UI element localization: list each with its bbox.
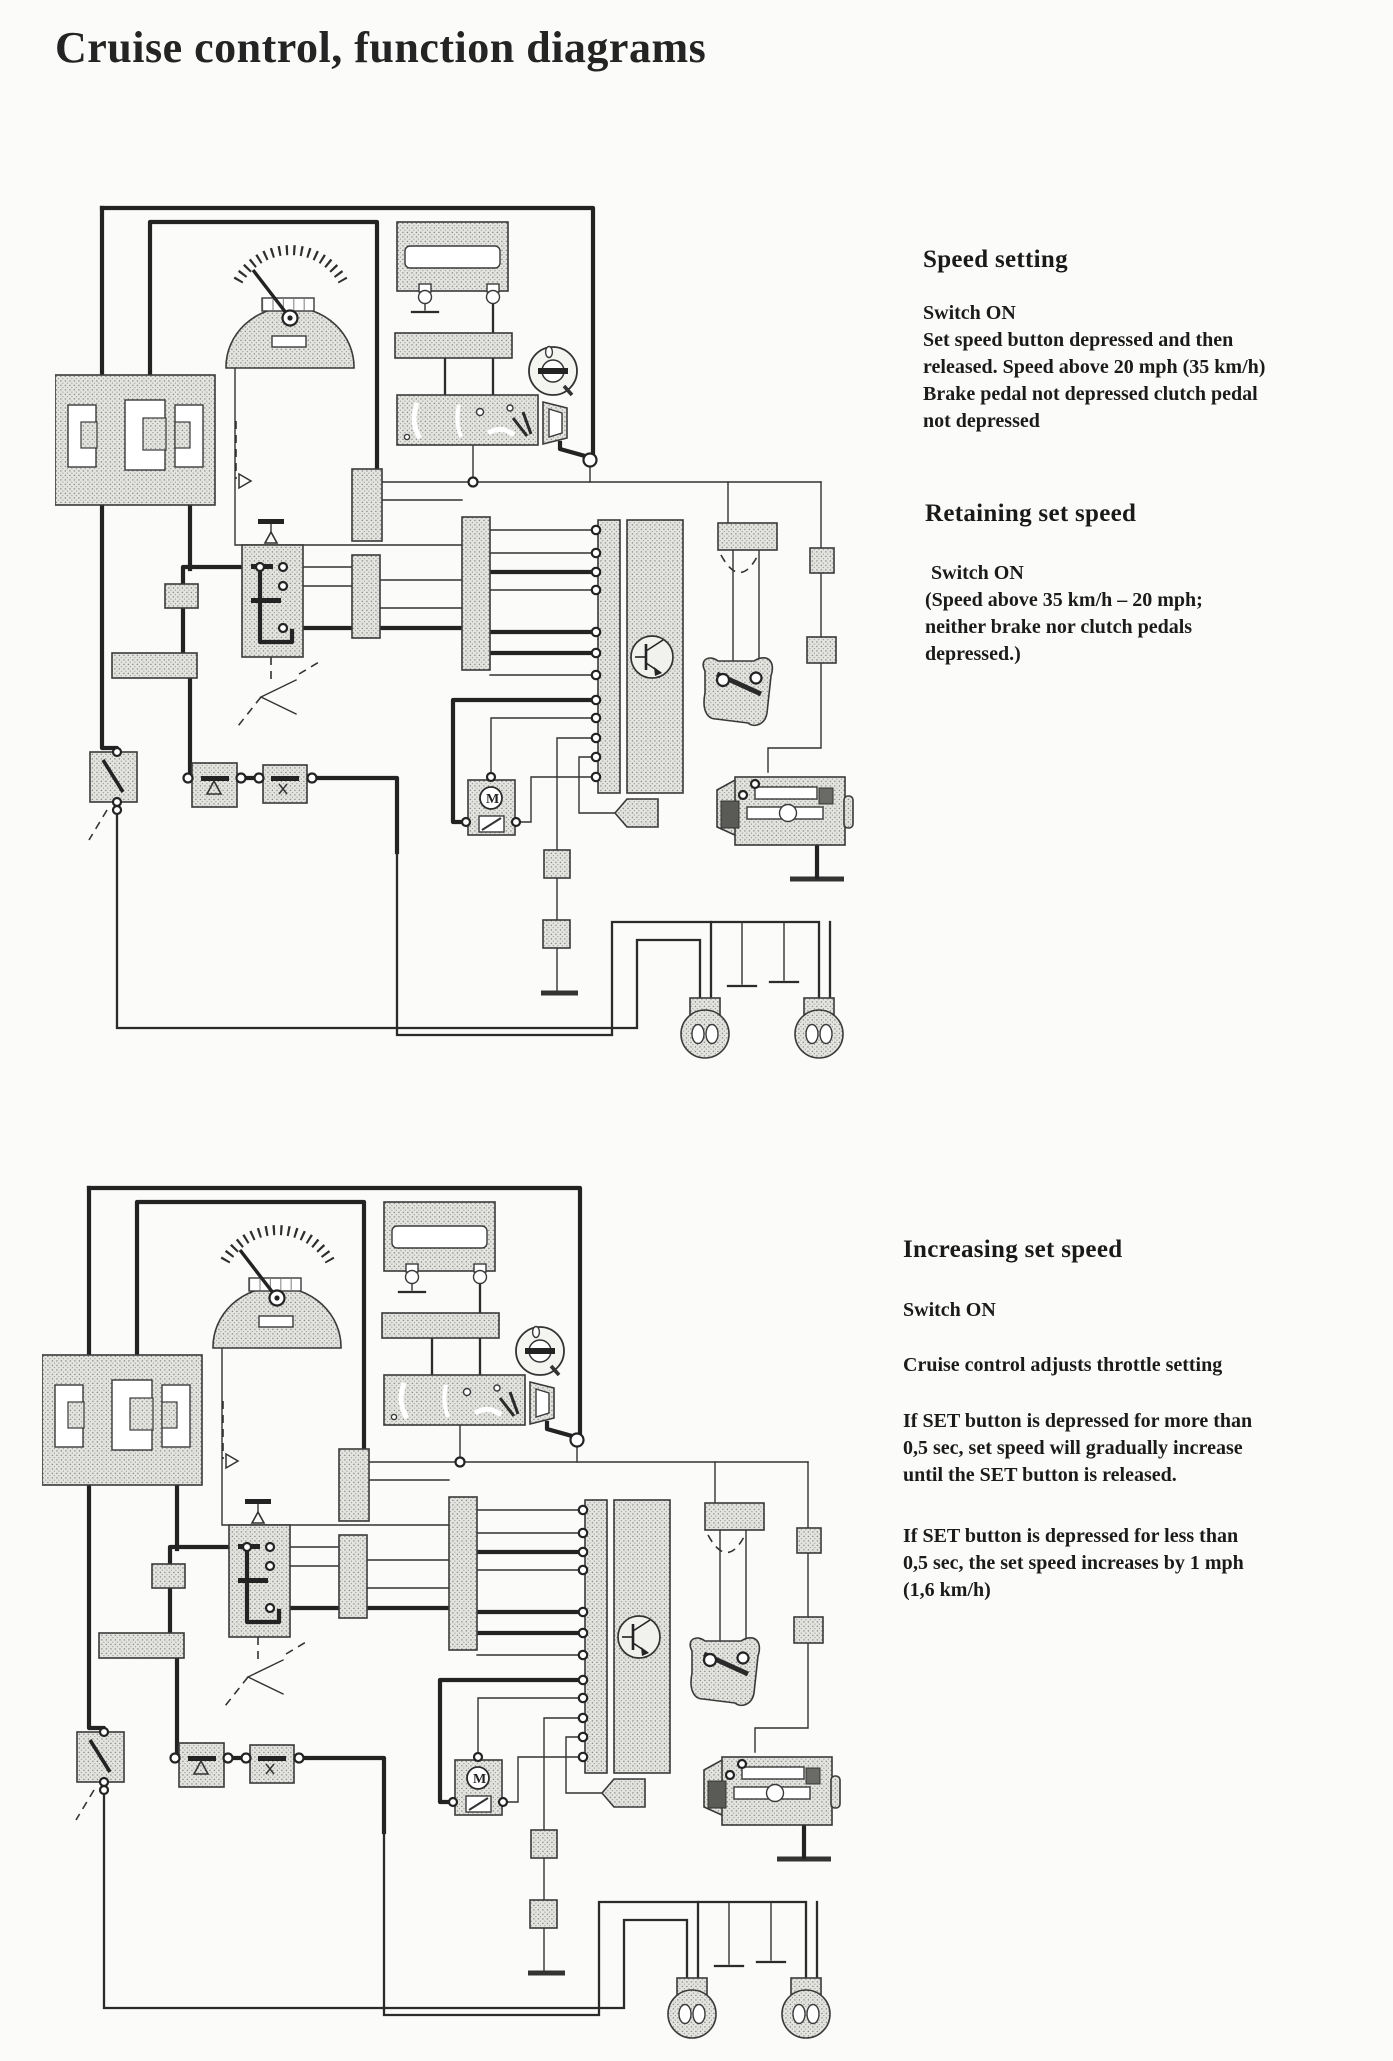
body-line: (1,6 km/h): [903, 1579, 991, 1601]
section-heading: Retaining set speed: [925, 500, 1137, 527]
section-heading: Increasing set speed: [903, 1236, 1123, 1263]
body-line: 0,5 sec, set speed will gradually increase: [903, 1437, 1243, 1459]
body-line: depressed.): [925, 643, 1021, 665]
body-line: If SET button is depressed for less than: [903, 1525, 1239, 1547]
section-heading: Speed setting: [923, 246, 1068, 273]
wiring-diagram-increasing-set-speed: [42, 1130, 867, 2060]
body-line: Cruise control adjusts throttle setting: [903, 1354, 1223, 1376]
page-title: Cruise control, function diagrams: [55, 23, 707, 72]
body-line: 0,5 sec, the set speed increases by 1 mph: [903, 1552, 1244, 1574]
section-retaining-set-speed: [925, 500, 1203, 668]
body-line: Switch ON: [923, 302, 1016, 324]
body-line: If SET button is depressed for more than: [903, 1410, 1253, 1432]
body-line: (Speed above 35 km/h – 20 mph;: [925, 589, 1203, 611]
body-line: Set speed button depressed and then: [923, 329, 1234, 351]
body-line: not depressed: [923, 410, 1040, 432]
body-line: neither brake nor clutch pedals: [925, 616, 1193, 638]
body-line: Brake pedal not depressed clutch pedal: [923, 383, 1258, 405]
body-line: released. Speed above 20 mph (35 km/h): [923, 356, 1266, 378]
body-line: Switch ON: [903, 1299, 996, 1321]
body-line: until the SET button is released.: [903, 1464, 1177, 1486]
section-increasing-set-speed: [903, 1236, 1252, 1604]
section-speed-setting: [923, 246, 1265, 435]
body-line: Switch ON: [931, 562, 1024, 584]
wiring-diagram-speed-setting: [55, 150, 880, 1080]
